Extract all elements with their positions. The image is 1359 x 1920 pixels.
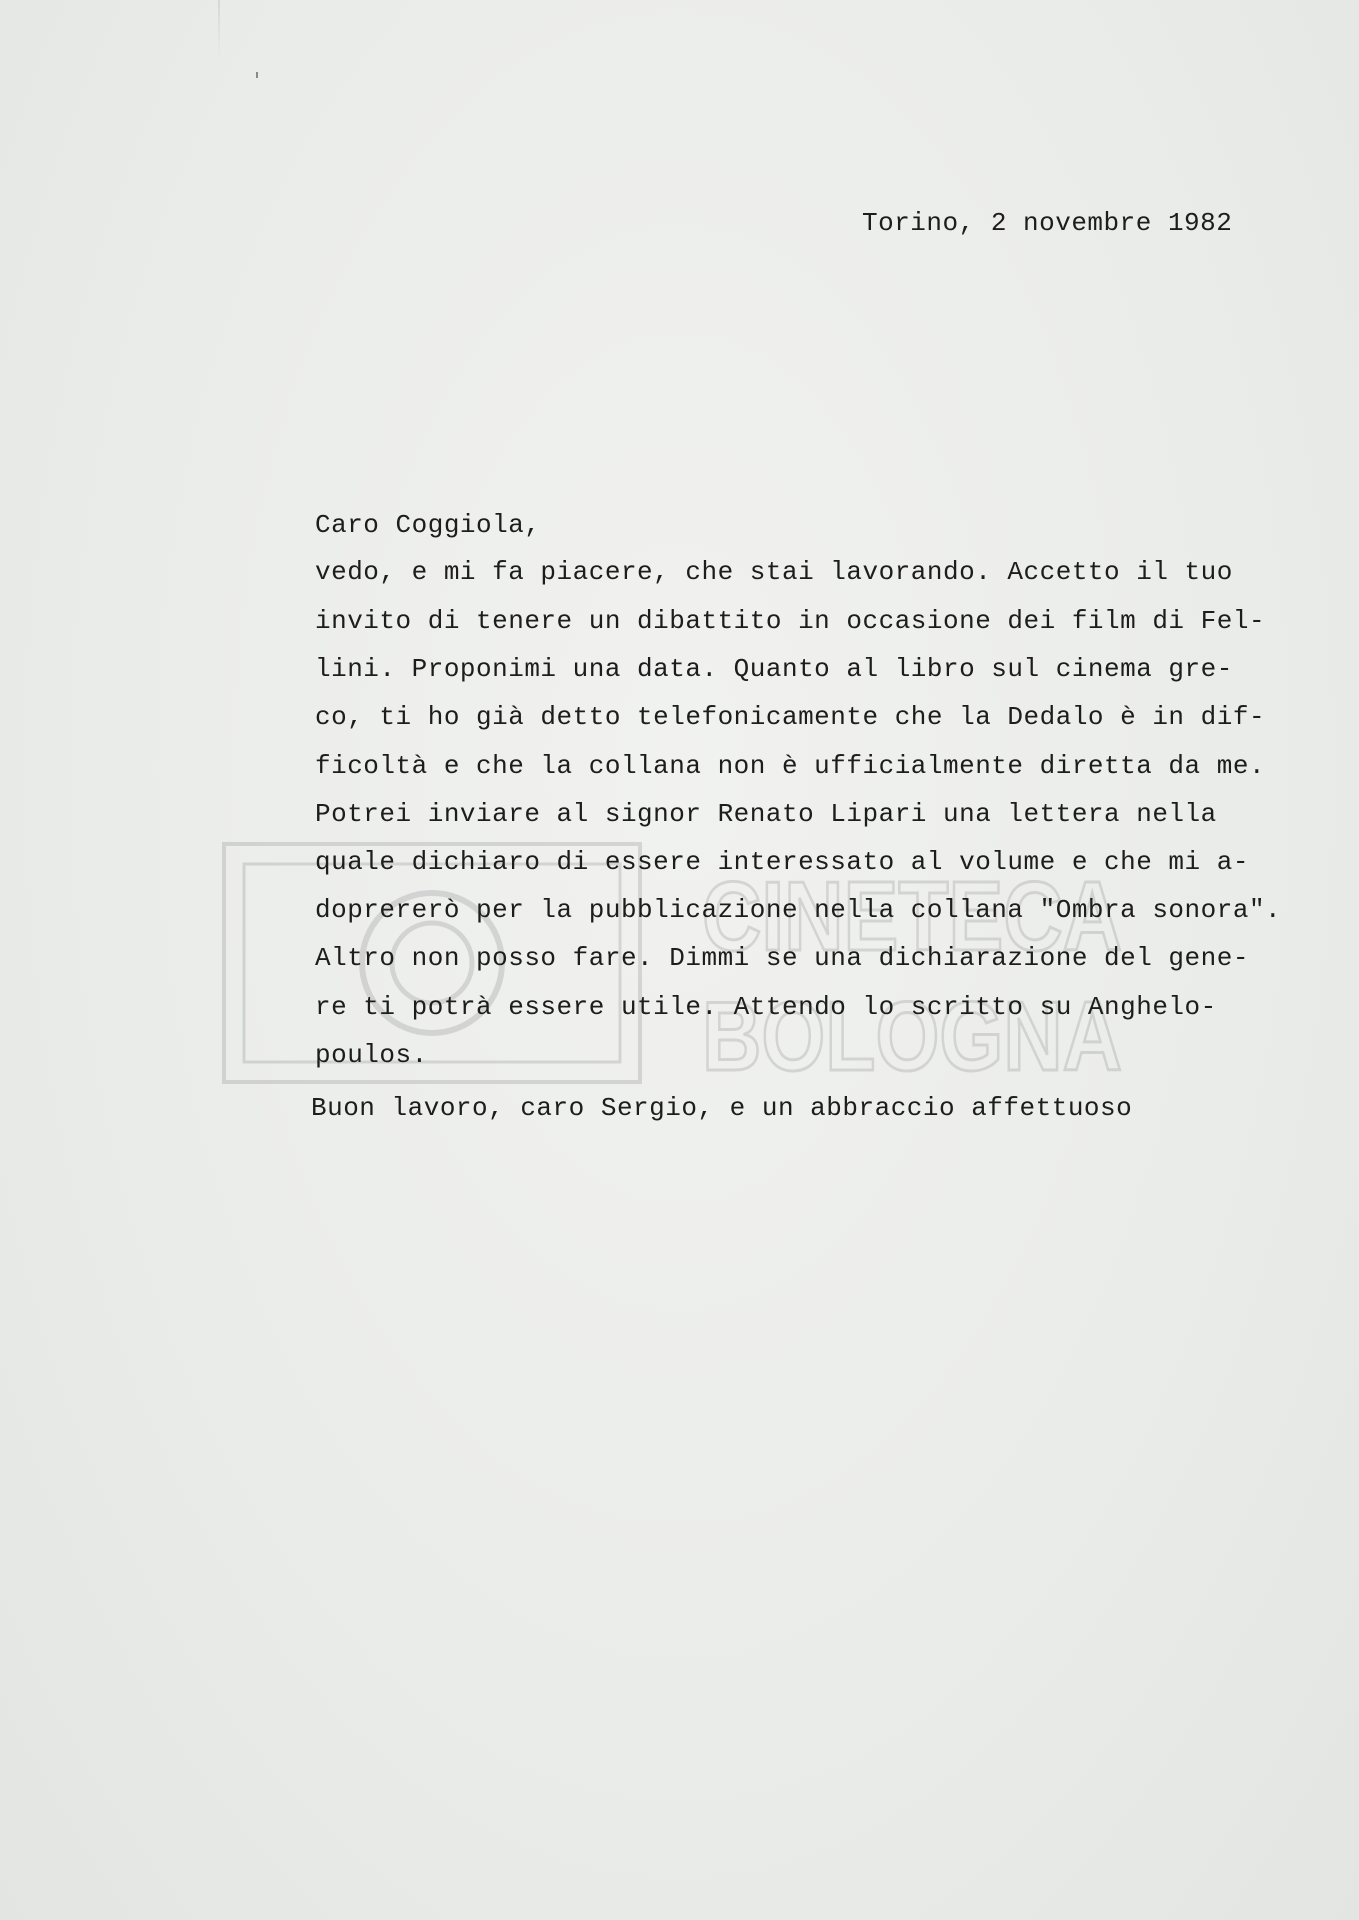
letter-body-line: Potrei inviare al signor Renato Lipari una lettera nella (315, 799, 1217, 829)
watermark-line-2: BOLOGNA (702, 981, 1122, 1084)
letter-body-line: co, ti ho già detto telefonicamente che la Dedalo è in dif- (315, 702, 1266, 732)
letter-date: Torino, 2 novembre 1982 (862, 208, 1233, 238)
letter-body-line: quale dichiaro di essere interessato al volume e che mi a- (315, 847, 1249, 877)
paper-tick-mark (256, 72, 258, 78)
letter-body-line: lini. Proponimi una data. Quanto al libro sul cinema gre- (315, 654, 1233, 684)
letter-body-line: invito di tenere un dibattito in occasione dei film di Fel- (315, 606, 1266, 636)
paper-fold-mark (218, 0, 220, 60)
letter-body-line: poulos. (315, 1040, 428, 1070)
letter-body-line: vedo, e mi fa piacere, che stai lavorando. Accetto il tuo (315, 557, 1233, 587)
letter-body-line: Altro non posso fare. Dimmi se una dichiarazione del gene- (315, 943, 1249, 973)
letter-closing: Buon lavoro, caro Sergio, e un abbraccio affettuoso (311, 1093, 1133, 1123)
letter-body-line: re ti potrà essere utile. Attendo lo scritto su Anghelo- (315, 992, 1217, 1022)
letter-salutation: Caro Coggiola, (315, 510, 541, 540)
watermark-line-1: CINETECA (702, 861, 1122, 971)
letter-body-line: doprererò per la pubblicazione nella collana "Ombra sonora". (315, 895, 1282, 925)
letter-body-line: ficoltà e che la collana non è ufficialmente diretta da me. (315, 751, 1266, 781)
